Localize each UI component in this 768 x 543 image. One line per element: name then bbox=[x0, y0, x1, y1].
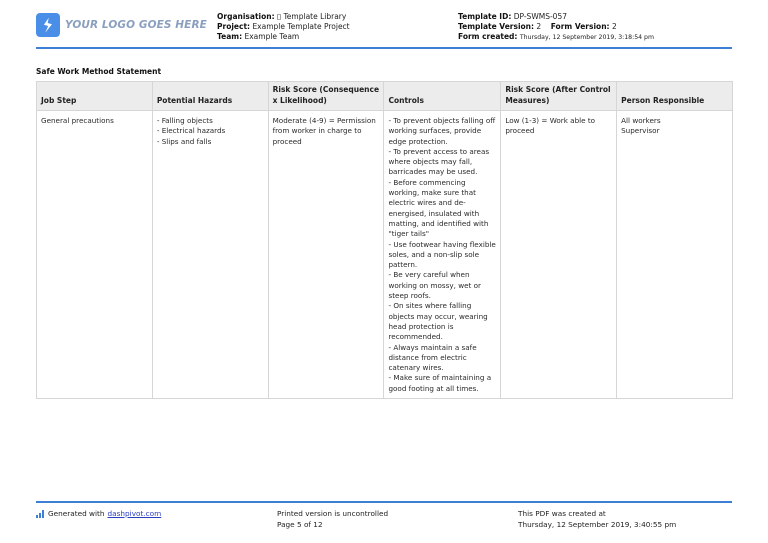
cell-responsible bbox=[617, 111, 733, 399]
cell-job-step: General precautions bbox=[37, 111, 153, 399]
pdf-created bbox=[518, 509, 676, 530]
cell-controls bbox=[384, 111, 501, 399]
responsible-item: Supervisor bbox=[621, 126, 660, 136]
responsible-item: All workers bbox=[621, 116, 661, 125]
company-logo bbox=[36, 13, 207, 37]
team-label: Team: bbox=[217, 32, 243, 41]
print-info bbox=[277, 509, 388, 530]
header-divider bbox=[36, 47, 732, 49]
col-header-responsible: Person Responsible bbox=[617, 82, 733, 111]
template-meta bbox=[458, 12, 654, 43]
control-item: - Always maintain a safe distance from electric catenary wires. bbox=[388, 342, 477, 373]
form-created-value: Thursday, 12 September 2019, 3:18:54 pm bbox=[519, 34, 654, 41]
control-item: - Before commencing working, make sure that electric wires and de-energised, insulated with matting, and identified with "tiger tails" bbox=[388, 177, 489, 239]
col-header-controls: Controls bbox=[384, 82, 501, 111]
generated-with bbox=[36, 509, 161, 520]
control-item: - Use footwear having flexible soles, and a non-slip sole pattern. bbox=[388, 239, 496, 270]
template-version-label: Template Version: bbox=[458, 22, 535, 31]
pdf-created-label: This PDF was created at bbox=[518, 509, 606, 518]
form-version-label: Form Version: bbox=[550, 22, 610, 31]
uncontrolled-notice: Printed version is uncontrolled bbox=[277, 509, 389, 518]
dashpivot-link[interactable]: dashpivot.com bbox=[107, 509, 162, 518]
template-id-value: DP-SWMS-057 bbox=[513, 12, 567, 21]
project-value: Example Template Project bbox=[252, 22, 350, 31]
col-header-risk-before: Risk Score (Consequence x Likelihood) bbox=[268, 82, 384, 111]
project-label: Project: bbox=[217, 22, 251, 31]
org-meta bbox=[217, 12, 350, 42]
template-id-label: Template ID: bbox=[458, 12, 512, 21]
form-created-label: Form created: bbox=[458, 32, 518, 41]
col-header-risk-after: Risk Score (After Control Measures) bbox=[501, 82, 617, 111]
swms-table bbox=[36, 81, 733, 399]
hazard-item: - Falling objects bbox=[156, 116, 213, 125]
page-number: Page 5 of 12 bbox=[277, 519, 323, 529]
control-item: - On sites where falling objects may occur, wearing head protection is recommended. bbox=[388, 301, 488, 342]
document-header bbox=[36, 10, 732, 46]
generated-prefix: Generated with bbox=[48, 509, 105, 518]
table-header-row bbox=[37, 82, 733, 111]
cell-risk-after: Low (1-3) = Work able to proceed bbox=[501, 111, 617, 399]
col-header-hazards: Potential Hazards bbox=[152, 82, 268, 111]
logo-text: YOUR LOGO GOES HERE bbox=[65, 19, 207, 31]
team-value: Example Team bbox=[244, 32, 300, 41]
control-item: - Be very careful when working on mossy, wet or steep roofs. bbox=[388, 270, 481, 301]
hazard-item: - Electrical hazards bbox=[156, 126, 226, 136]
organisation-value: ▯ Template Library bbox=[276, 12, 347, 21]
footer-divider bbox=[36, 501, 732, 503]
section-title: Safe Work Method Statement bbox=[36, 67, 162, 76]
cell-risk-before: Moderate (4-9) = Permission from worker in charge to proceed bbox=[268, 111, 384, 399]
form-version-value: 2 bbox=[611, 22, 617, 31]
hazard-item: - Slips and falls bbox=[156, 136, 212, 146]
control-item: - To prevent access to areas where objects may fall, barricades may be used. bbox=[388, 146, 490, 177]
control-item: - To prevent objects falling off working surfaces, provide edge protection. bbox=[388, 116, 496, 146]
template-version-value: 2 bbox=[536, 22, 542, 31]
col-header-job-step: Job Step bbox=[37, 82, 153, 111]
cell-hazards bbox=[152, 111, 268, 399]
pdf-created-value: Thursday, 12 September 2019, 3:40:55 pm bbox=[518, 519, 677, 529]
logo-icon bbox=[36, 13, 60, 37]
dashpivot-bars-icon bbox=[36, 510, 44, 518]
control-item: - Make sure of maintaining a good footing at all times. bbox=[388, 373, 492, 393]
table-row bbox=[37, 111, 733, 399]
organisation-label: Organisation: bbox=[217, 12, 275, 21]
